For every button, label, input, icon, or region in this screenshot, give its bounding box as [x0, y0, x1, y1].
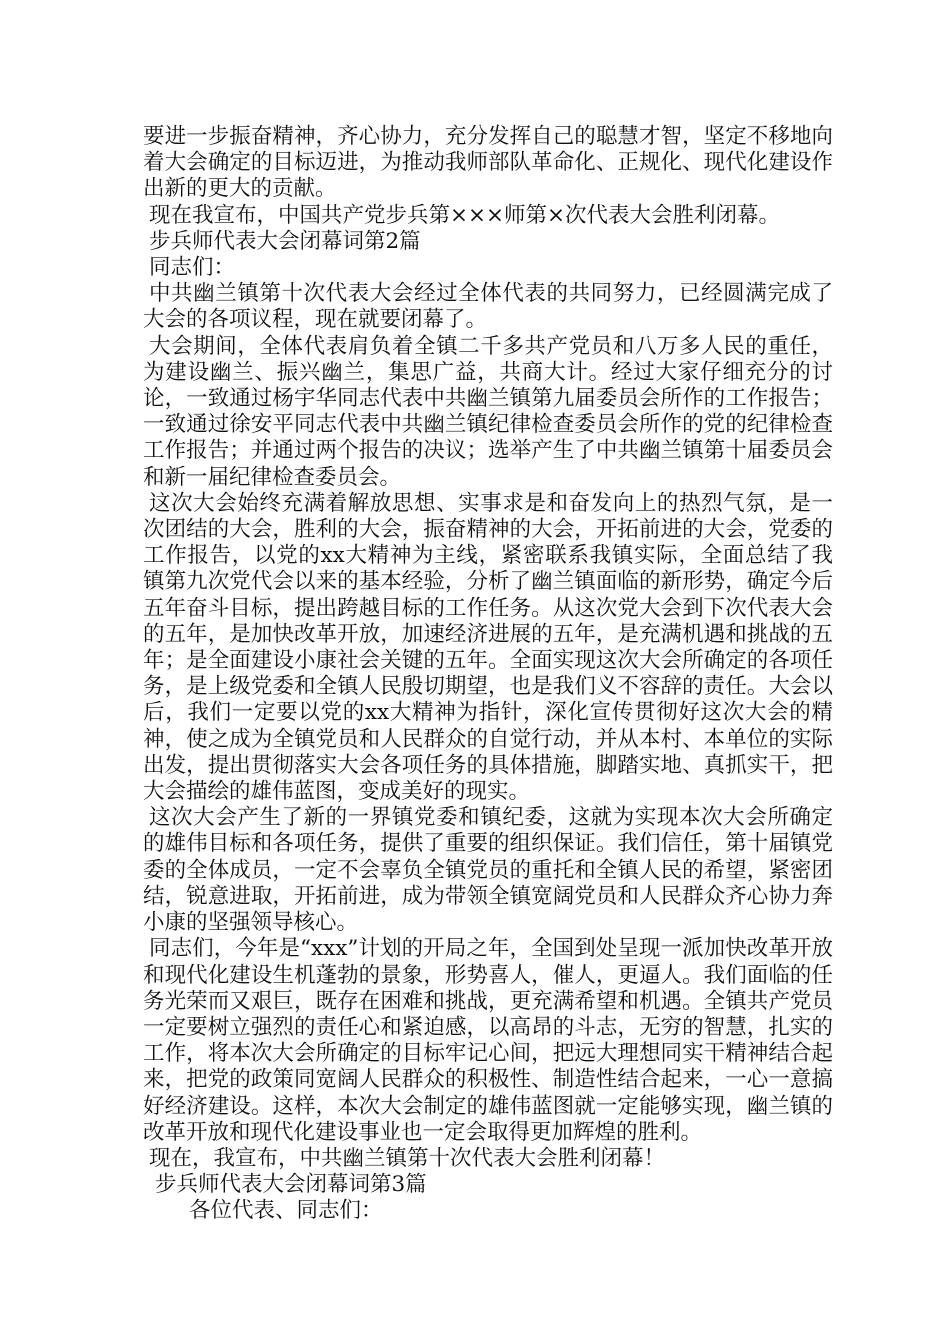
document-body: [143, 124, 833, 1225]
salutation-2: 同志们：: [149, 255, 236, 281]
paragraph-declaration-1: 现在我宣布，中国共产党步兵第×××师第×次代表大会胜利闭幕。: [149, 202, 781, 228]
section-heading-2: 步兵师代表大会闭幕词第2篇: [149, 228, 421, 254]
section-heading-3: 步兵师代表大会闭幕词第3篇: [155, 1172, 427, 1198]
paragraph-new-committee: 这次大会产生了新的一界镇党委和镇纪委，这就为实现本次大会所确定的雄伟目标和各项任务，提供了重要的组织保证。我们信任，第十届镇党委的全体成员，一定不会辜负全镇党员的重托和全镇人民的希望，紧密团结，锐意进取，开拓前进，成为带领全镇宽阔党员和人民群众齐心协力奔小康的坚强领导核心。: [143, 805, 833, 936]
paragraph-meeting-atmosphere: 这次大会始终充满着解放思想、实事求是和奋发向上的热烈气氛，是一次团结的大会，胜利的大会，振奋精神的大会，开拓前进的大会，党委的工作报告，以党的xx大精神为主线，紧密联系我镇实际，全面总结了我镇第九次党代会以来的基本经验，分析了幽兰镇面临的新形势，确定今后五年奋斗目标，提出跨越目标的工作任务。从这次党大会到下次代表大会的五年，是加快改革开放，加速经济进展的五年，是充满机遇和挑战的五年；是全面建设小康社会关键的五年。全面实现这次大会所确定的各项任务，是上级党委和全镇人民殷切期望，也是我们义不容辞的责任。大会以后，我们一定要以党的xx大精神为指针，深化宣传贯彻好这次大会的精神，使之成为全镇党员和人民群众的自觉行动，并从本村、本单位的实际出发，提出贯彻落实大会各项任务的具体措施，脚踏实地、真抓实干，把大会描绘的雄伟蓝图，变成美好的现实。: [143, 490, 833, 805]
paragraph-meeting-period: 大会期间，全体代表肩负着全镇二千多共产党员和八万多人民的重任，为建设幽兰、振兴幽兰，集思广益，共商大计。经过大家仔细充分的讨论，一致通过杨宇华同志代表中共幽兰镇第九届委员会所作的工作报告；一致通过徐安平同志代表中共幽兰镇纪律检查委员会所作的党的纪律检查工作报告；并通过两个报告的决议；选举产生了中共幽兰镇第十届委员会和新一届纪律检查委员会。: [143, 333, 833, 490]
salutation-3: 各位代表、同志们：: [189, 1198, 383, 1224]
paragraph-intro-2: 中共幽兰镇第十次代表大会经过全体代表的共同努力，已经圆满完成了大会的各项议程，现在就要闭幕了。: [143, 281, 833, 333]
paragraph-declaration-2: 现在，我宣布，中共幽兰镇第十次代表大会胜利闭幕！: [149, 1145, 666, 1171]
paragraph-closing-remark: 要进一步振奋精神，齐心协力，充分发挥自己的聪慧才智，坚定不移地向着大会确定的目标迈进，为推动我师部队革命化、正规化、现代化建设作出新的更大的贡献。: [143, 124, 833, 202]
paragraph-this-year: 同志们，今年是“xxx”计划的开局之年，全国到处呈现一派加快改革开放和现代化建设生机蓬勃的景象，形势喜人，催人，更逼人。我们面临的任务光荣而又艰巨，既存在困难和挑战，更充满希望和机遇。全镇共产党员一定要树立强烈的责任心和紧迫感，以高昂的斗志，无穷的智慧，扎实的工作，将本次大会所确定的目标牢记心间，把远大理想同实干精神结合起来，把党的政策同宽阔人民群众的积极性、制造性结合起来，一心一意搞好经济建设。这样，本次大会制定的雄伟蓝图就一定能够实现，幽兰镇的改革开放和现代化建设事业也一定会取得更加辉煌的胜利。: [143, 936, 833, 1145]
